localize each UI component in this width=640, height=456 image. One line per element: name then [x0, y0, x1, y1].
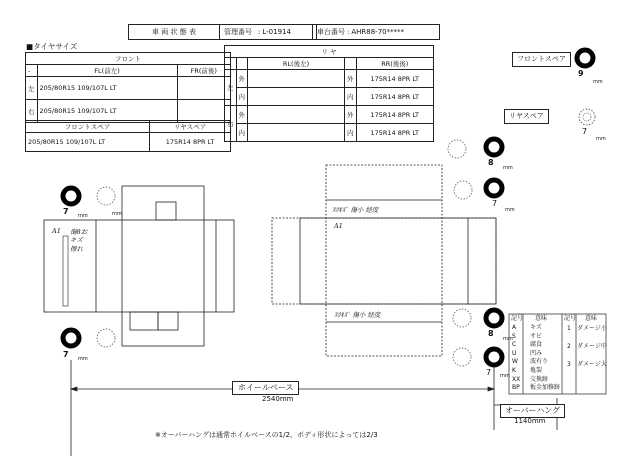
- legend-meaning: 腐食: [530, 341, 543, 349]
- wheelbase-value: 2540mm: [262, 395, 294, 403]
- tire-section-title: ■タイヤサイズ: [26, 42, 78, 51]
- legend-code: XX: [512, 375, 521, 383]
- rear-spare-unit: mm: [596, 136, 606, 142]
- legend-code: S: [512, 332, 516, 340]
- dimension-lines: [71, 360, 557, 456]
- rr-header: RR(後後): [356, 58, 434, 70]
- rr-outer-1: 外: [345, 70, 357, 88]
- vin-box: 車台番号 : AHR88-70*****: [312, 24, 440, 40]
- rr-size-3: 175R14 8PR LT: [356, 106, 434, 124]
- legend-code: BP: [512, 384, 520, 392]
- rr-worn2-tire-icon: [453, 348, 471, 366]
- fl-size: 205/80R15 109/107L LT: [37, 77, 177, 100]
- rl-inner-tire-icon: [448, 140, 466, 158]
- legend-code: C: [512, 341, 517, 349]
- fr-header: FR(前後): [177, 65, 230, 77]
- rr-top-inner: 7: [492, 199, 498, 208]
- note-a1-right: A1: [334, 222, 343, 230]
- wheelbase-label: ホイールベース: [232, 381, 299, 395]
- cab-outline: [44, 186, 234, 346]
- legend-code: U: [512, 349, 517, 357]
- legend-level-meaning: ダメージ小: [577, 325, 607, 332]
- rr-top-unit: mm: [503, 165, 513, 171]
- fr-inner-tire-icon: [97, 329, 115, 347]
- fr-tire-icon: [63, 330, 79, 346]
- fl-unit: mm: [78, 213, 88, 219]
- legend-meaning: 板金加修跡: [530, 384, 561, 392]
- mgmt-value: L-01914: [262, 28, 291, 36]
- rear-spare-worn-tire-icon: [579, 109, 595, 125]
- rl-inner: 内: [236, 88, 248, 106]
- front-spare-side-label: フロントスペア: [512, 52, 571, 67]
- legend-level-code: 2: [567, 343, 571, 350]
- rl-inner-2: 内: [236, 124, 248, 142]
- rear-spare-value: 7: [582, 127, 588, 136]
- note-hand-bottom: ｽﾘｷｽﾞ 傷小 経度: [334, 311, 381, 319]
- legend-code: A: [512, 324, 517, 331]
- front-spare-value: 9: [578, 69, 584, 78]
- front-group-header: フロント: [26, 53, 231, 65]
- fl-inner-unit: mm: [112, 211, 122, 217]
- right-mark: 右: [26, 100, 38, 123]
- rl-unit: mm: [78, 356, 88, 362]
- rr-top-depth: 8: [488, 158, 494, 167]
- legend-meaning: 波有り: [530, 358, 549, 366]
- rear-right-mark: 右: [225, 106, 237, 142]
- vin-value: AHR88-70*****: [351, 28, 405, 36]
- legend-level-meaning-header: 意味: [585, 315, 598, 322]
- front-spare-header: フロントスペア: [26, 121, 150, 133]
- note-hand-left: 傷8お キズ 擦れ: [70, 228, 88, 253]
- legend-level-meaning: ダメージ大: [577, 361, 607, 368]
- rear-spare-side-label: リヤスペア: [504, 109, 549, 124]
- vin-label: 車台番号: [317, 28, 345, 36]
- rr-inner-1: 内: [345, 88, 357, 106]
- legend-code-header: 記号: [511, 315, 524, 322]
- legend-meaning: サビ: [530, 332, 543, 340]
- legend-code: K: [512, 367, 516, 374]
- rl-header: RL(後左): [248, 58, 345, 70]
- front-tire-table: フロント - FL(前左) FR(前後) 左 205/80R15 109/107L LT 右 205/80R15 109/107L LT: [25, 52, 231, 123]
- rear-left-mark: 左: [225, 70, 237, 106]
- rr-size-2: 175R14 8PR LT: [356, 88, 434, 106]
- rr-worn-tire-icon: [453, 309, 471, 327]
- mgmt-label: 管理番号: [224, 28, 252, 36]
- rr-size-4: 175R14 8PR LT: [356, 124, 434, 142]
- overhang-value: 1140mm: [514, 417, 546, 425]
- rl-outer2-tire-icon: [486, 180, 502, 196]
- fl-tire-icon: [63, 188, 79, 204]
- front-spare-size: 205/80R15 109/107L LT: [26, 133, 150, 152]
- legend-meaning-header: 意味: [535, 315, 548, 322]
- rr-bottom-inner: 7: [486, 368, 492, 377]
- rl-outer-tire-icon: [486, 139, 502, 155]
- front-spare-unit: mm: [593, 79, 603, 85]
- fl-depth: 7: [63, 207, 69, 216]
- rr-bottom-depth: 8: [488, 329, 494, 338]
- fl-inner-tire-icon: [97, 187, 115, 205]
- legend-level-code-header: 記号: [564, 315, 577, 322]
- rr-outer-tire-icon: [486, 310, 502, 326]
- legend-meaning: 交換跡: [530, 375, 549, 383]
- legend-meaning: 凹み: [530, 349, 543, 357]
- legend-meaning: キズ: [530, 324, 542, 331]
- rr-bottom-inner-unit: mm: [500, 373, 510, 379]
- rear-group-header: リ ヤ: [225, 46, 434, 58]
- legend-level-code: 3: [567, 361, 571, 368]
- fl-header: FL(前左): [37, 65, 177, 77]
- rear-dash: -: [225, 58, 237, 70]
- rl-outer-2: 外: [236, 106, 248, 124]
- rr-inner-2: 内: [345, 124, 357, 142]
- rr-outer2-tire-icon: [486, 349, 502, 365]
- page-title: 車 両 状 態 表: [152, 28, 196, 36]
- legend-code: W: [512, 358, 518, 366]
- left-mark: 左: [26, 77, 38, 100]
- footnote: ※オーバーハングは通常ホイルベースの1/2、ボディ形状によっては2/3: [155, 431, 378, 439]
- rl-worn-tire-icon: [454, 181, 472, 199]
- fr-size: 205/80R15 109/107L LT: [37, 100, 177, 123]
- overhang-label: オーバーハング: [500, 404, 565, 418]
- rl-outer: 外: [236, 70, 248, 88]
- mgmt-box: 管理番号 : L-01914: [219, 24, 317, 40]
- rr-bottom-unit: mm: [503, 336, 513, 342]
- rr-top-inner-unit: mm: [505, 207, 515, 213]
- rl-depth: 7: [63, 350, 69, 359]
- note-hand-top: ｽﾘｷｽﾞ 傷小 経度: [332, 206, 379, 214]
- note-a1-left: A1: [52, 227, 61, 235]
- legend-level-code: 1: [567, 325, 571, 332]
- rr-size-1: 175R14 8PR LT: [356, 70, 434, 88]
- legend-level-meaning: ダメージ中: [577, 343, 607, 350]
- rear-spare-header: リヤスペア: [150, 121, 231, 133]
- rear-spare-size: 175R14 8PR LT: [150, 133, 231, 152]
- front-spare-tire-icon: [577, 50, 593, 66]
- legend-meaning: 亀裂: [530, 367, 543, 374]
- rr-outer-2: 外: [345, 106, 357, 124]
